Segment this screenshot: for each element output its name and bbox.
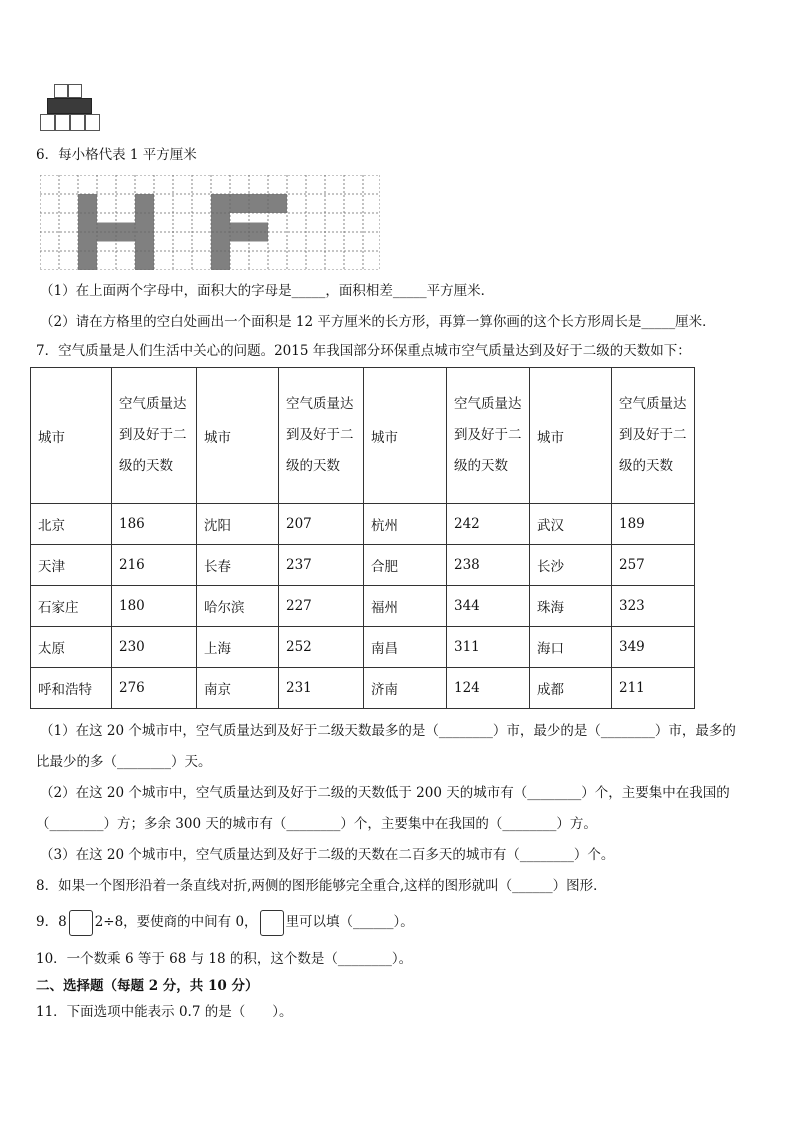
city-cell: 海口	[530, 627, 612, 668]
header-city: 城市	[530, 368, 612, 504]
section-2-heading: 二、选择题（每题 2 分，共 10 分）	[36, 978, 259, 994]
table-row	[31, 586, 695, 627]
days-cell: 252	[279, 627, 364, 668]
days-cell: 227	[279, 586, 364, 627]
q6-sub2: （2）请在方格里的空白处画出一个面积是 12 平方厘米的长方形，再算一算你画的这个长方形周长是_____厘米．	[40, 314, 716, 330]
days-cell: 257	[612, 545, 695, 586]
days-cell: 311	[447, 627, 530, 668]
block-cube	[55, 114, 70, 131]
table-row	[31, 668, 695, 709]
air-quality-table	[30, 367, 695, 709]
city-cell: 福州	[364, 586, 447, 627]
city-cell: 合肥	[364, 545, 447, 586]
city-cell: 长沙	[530, 545, 612, 586]
header-days: 空气质量达到及好于二级的天数	[112, 368, 197, 504]
table-row	[31, 504, 695, 545]
table-row	[31, 627, 695, 668]
city-cell: 上海	[197, 627, 279, 668]
letter-grid	[40, 175, 380, 270]
q7-sub2-line1: （2）在这 20 个城市中，空气质量达到及好于二级的天数低于 200 天的城市有（________）个，主要集中在我国的	[40, 785, 730, 801]
header-city: 城市	[197, 368, 279, 504]
table-row	[31, 545, 695, 586]
city-cell: 太原	[31, 627, 112, 668]
city-cell: 南昌	[364, 627, 447, 668]
q9-answer-box[interactable]	[260, 910, 284, 936]
q6-title: 6．每小格代表 1 平方厘米	[36, 147, 197, 163]
days-cell: 344	[447, 586, 530, 627]
days-cell: 186	[112, 504, 197, 545]
days-cell: 189	[612, 504, 695, 545]
q9-middle: 2÷8，要使商的中间有 0，	[94, 914, 258, 930]
header-days: 空气质量达到及好于二级的天数	[279, 368, 364, 504]
letter-f-top-bar	[230, 194, 287, 213]
block-cube	[85, 114, 100, 131]
days-cell: 230	[112, 627, 197, 668]
days-cell: 124	[447, 668, 530, 709]
city-cell: 哈尔滨	[197, 586, 279, 627]
days-cell: 349	[612, 627, 695, 668]
city-cell: 北京	[31, 504, 112, 545]
block-cube	[70, 114, 85, 131]
city-cell: 呼和浩特	[31, 668, 112, 709]
q10: 10．一个数乘 6 等于 68 与 18 的积，这个数是（________）。	[36, 951, 413, 967]
header-city: 城市	[31, 368, 112, 504]
city-cell: 长春	[197, 545, 279, 586]
block-cube	[54, 84, 68, 98]
days-cell: 211	[612, 668, 695, 709]
city-cell: 珠海	[530, 586, 612, 627]
days-cell: 323	[612, 586, 695, 627]
city-cell: 沈阳	[197, 504, 279, 545]
q11: 11．下面选项中能表示 0.7 的是（ ）。	[36, 1004, 293, 1020]
days-cell: 238	[447, 545, 530, 586]
q9-digit-box[interactable]	[69, 910, 93, 936]
days-cell: 242	[447, 504, 530, 545]
header-city: 城市	[364, 368, 447, 504]
header-days: 空气质量达到及好于二级的天数	[612, 368, 695, 504]
block-cube	[40, 114, 55, 131]
city-cell: 武汉	[530, 504, 612, 545]
days-cell: 231	[279, 668, 364, 709]
q8: 8．如果一个图形沿着一条直线对折,两侧的图形能够完全重合,这样的图形就叫（______）图形．	[36, 878, 607, 894]
days-cell: 216	[112, 545, 197, 586]
days-cell: 276	[112, 668, 197, 709]
days-cell: 237	[279, 545, 364, 586]
q7-sub1-line2: 比最少的多（________）天。	[36, 754, 212, 770]
q9-prefix: 9．8	[36, 914, 67, 930]
city-cell: 南京	[197, 668, 279, 709]
header-days: 空气质量达到及好于二级的天数	[447, 368, 530, 504]
block-cube	[68, 84, 82, 98]
city-cell: 天津	[31, 545, 112, 586]
city-cell: 济南	[364, 668, 447, 709]
q7-sub1-line1: （1）在这 20 个城市中，空气质量达到及好于二级天数最多的是（________）市，最少的是（________）市，最多的	[40, 723, 736, 739]
city-cell: 杭州	[364, 504, 447, 545]
city-cell: 石家庄	[31, 586, 112, 627]
q7-sub2-line2: （________）方；多余 300 天的城市有（________）个，主要集中在我国的（________）方。	[36, 816, 597, 832]
q9-suffix: 里可以填（______）。	[285, 914, 414, 930]
city-cell: 成都	[530, 668, 612, 709]
q7-sub3: （3）在这 20 个城市中，空气质量达到及好于二级的天数在二百多天的城市有（________）个。	[40, 847, 615, 863]
table-header-row	[31, 368, 695, 504]
q7-intro: 7．空气质量是人们生活中关心的问题。2015 年我国部分环保重点城市空气质量达到及好于二级的天数如下：	[36, 343, 691, 359]
grid-svg	[40, 175, 380, 270]
q6-sub1: （1）在上面两个字母中，面积大的字母是_____，面积相差_____平方厘米．	[40, 283, 495, 299]
q9	[36, 909, 414, 936]
block-dark-layer	[47, 98, 92, 114]
days-cell: 207	[279, 504, 364, 545]
days-cell: 180	[112, 586, 197, 627]
